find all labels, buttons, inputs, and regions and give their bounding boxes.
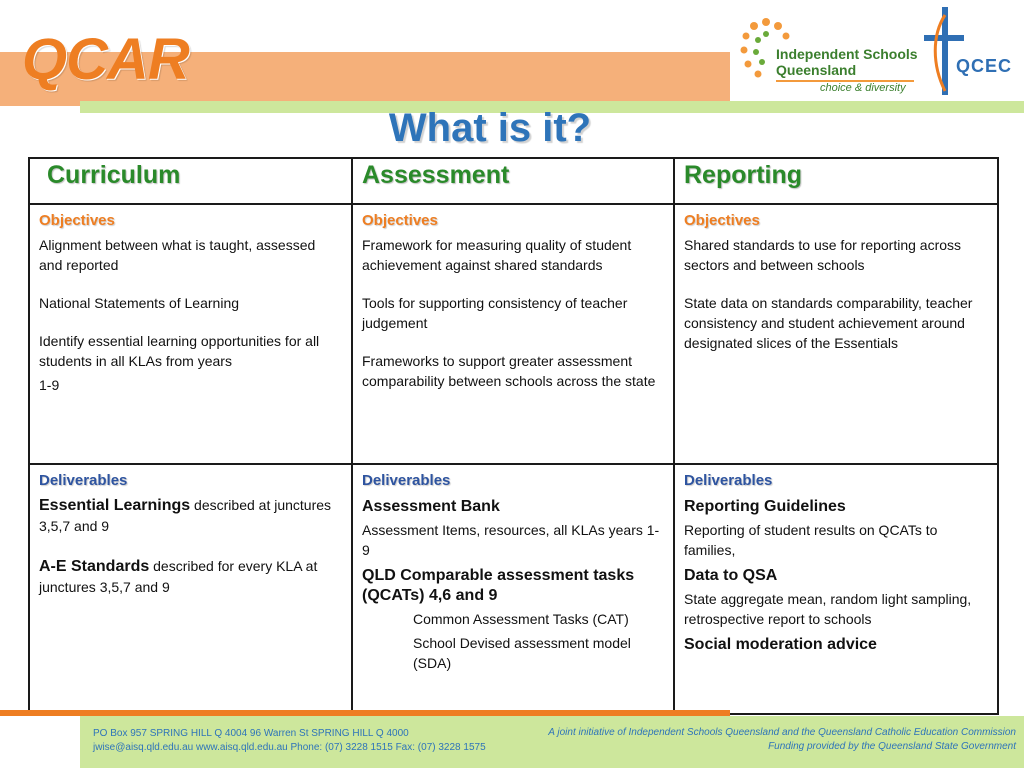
column-header-assessment: Assessment	[352, 158, 674, 204]
deliverable-title: Essential Learnings	[39, 497, 191, 514]
objective-text: State data on standards comparability, teacher consistency and student achievement around designated slices of the Essentials	[684, 295, 973, 351]
isq-tagline: choice & diversity	[820, 82, 906, 94]
qcec-logo-text: QCEC	[956, 56, 1013, 76]
deliverable-title: A-E Standards	[39, 558, 150, 575]
reporting-objectives-cell	[674, 204, 998, 464]
table-header-row	[29, 158, 998, 204]
deliverables-label: Deliverables	[684, 472, 773, 489]
footer-contact: jwise@aisq.qld.edu.au www.aisq.qld.edu.au Phone: (07) 3228 1515 Fax: (07) 3228 1575	[93, 742, 486, 753]
deliverable-item	[39, 556, 342, 597]
curriculum-deliverables-cell	[29, 464, 352, 714]
isq-name-line1: Independent Schools	[776, 46, 918, 62]
deliverable-text: Assessment Items, resources, all KLAs years 1-9	[362, 522, 660, 558]
assessment-deliverables-cell	[352, 464, 674, 714]
reporting-deliverables-cell	[674, 464, 998, 714]
deliverables-label: Deliverables	[362, 472, 451, 489]
qcar-logo: QCAR	[22, 27, 189, 92]
qcec-cross-icon	[922, 5, 966, 97]
deliverable-subitem: School Devised assessment model (SDA)	[413, 635, 631, 671]
deliverable-heading: Data to QSA	[684, 567, 778, 584]
deliverables-row	[29, 464, 998, 714]
deliverable-desc: described at junctures 3,5,7 and 9	[39, 497, 332, 534]
deliverable-text: Reporting of student results on QCATs to families,	[684, 522, 938, 558]
deliverable-heading: Social moderation advice	[684, 636, 877, 653]
objective-text: Tools for supporting consistency of teacher judgement	[362, 295, 628, 331]
objective-text: Frameworks to support greater assessment comparability between schools across the state	[362, 353, 656, 389]
objective-text: Shared standards to use for reporting across sectors and between schools	[684, 237, 962, 273]
objective-text: 1-9	[39, 377, 60, 393]
deliverable-heading: Reporting Guidelines	[684, 498, 846, 515]
footer-initiative: A joint initiative of Independent Schools Queensland and the Queensland Catholic Education Commission	[548, 727, 1016, 738]
deliverable-subitem: Common Assessment Tasks (CAT)	[413, 611, 629, 627]
objectives-label: Objectives	[362, 212, 438, 229]
qcar-table	[28, 157, 999, 715]
deliverable-item	[39, 495, 342, 536]
column-header-curriculum	[29, 158, 352, 204]
deliverables-label: Deliverables	[39, 472, 128, 489]
footer-funding: Funding provided by the Queensland State Government	[768, 741, 1016, 752]
assessment-objectives-cell	[352, 204, 674, 464]
deliverable-desc: described for every KLA at junctures 3,5,7 and 9	[39, 558, 318, 595]
objectives-label: Objectives	[684, 212, 760, 229]
objective-text: National Statements of Learning	[39, 295, 240, 311]
isq-name-line2: Queensland	[776, 62, 857, 78]
page-title: What is it?	[388, 106, 592, 150]
deliverable-heading: QLD Comparable assessment tasks (QCATs) 4,6 and 9	[362, 567, 635, 604]
curriculum-header-label: Curriculum	[47, 161, 181, 189]
objective-text: Framework for measuring quality of student achievement against shared standards	[362, 237, 632, 273]
deliverable-text: State aggregate mean, random light sampling, retrospective report to schools	[684, 591, 972, 627]
objectives-label: Objectives	[39, 212, 115, 229]
footer-address: PO Box 957 SPRING HILL Q 4004 96 Warren St SPRING HILL Q 4000	[93, 728, 409, 739]
objective-text: Identify essential learning opportunities for all students in all KLAs from years	[39, 333, 320, 369]
objectives-row	[29, 204, 998, 464]
curriculum-objectives-cell	[29, 204, 352, 464]
column-header-reporting: Reporting	[674, 158, 998, 204]
deliverable-heading: Assessment Bank	[362, 498, 500, 515]
objective-text: Alignment between what is taught, assessed and reported	[39, 237, 316, 273]
